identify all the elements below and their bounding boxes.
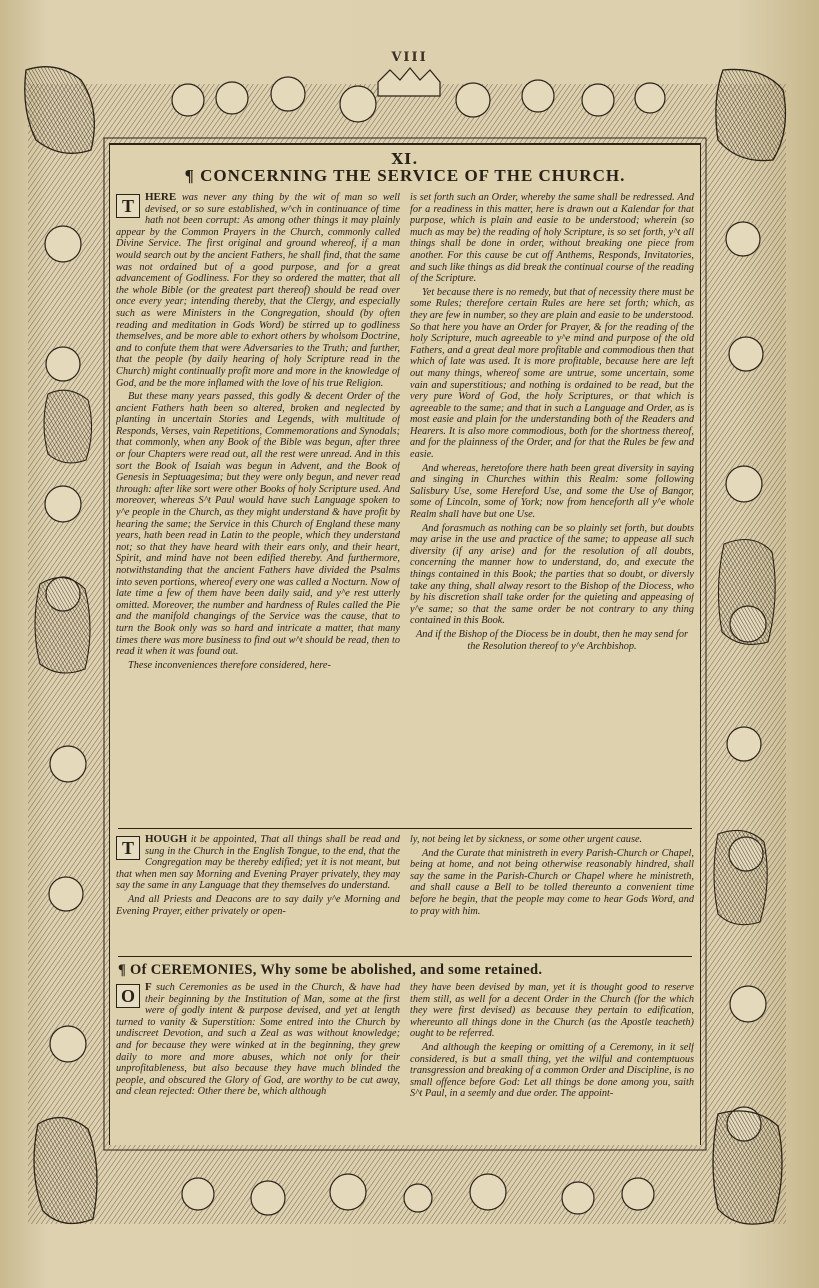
page-folio: VIII: [391, 50, 428, 65]
part1-right-column: [410, 192, 694, 822]
section-divider: [118, 956, 692, 957]
paragraph: it be appointed, That all things shall be read and sung in the Church in the English Tongue, to the end, that the Congregation may be thereby edified; yet it is not meant, but that when men say Morning and Evening Prayer privately, they may say the same in any Language that they themselves do understand.: [116, 834, 400, 892]
paragraph: And whereas, heretofore there hath been great diversity in saying and singing in Churches within this Realm: some following Salisbury Use, some Hereford Use, and some the Use of Bangor, some of Lincoln, some of York; now from henceforth all y^e whole Realm shall have but one Use.: [410, 462, 694, 521]
part3-left-column: [116, 982, 400, 1136]
section-title: ¶ CONCERNING THE SERVICE OF THE CHURCH.: [184, 166, 626, 185]
part3-lead-word: F: [145, 982, 152, 993]
paragraph: But these many years passed, this godly & decent Order of the ancient Fathers hath been so altered, broken and neglected by planting in uncertain Stories and Legends, with multitude of Responds, Verses, vain Repetitions, Commemorations and Synodals; that commonly, when any Book of the Bible was begun, after three or four Chapters were read out, all the rest were unread. And in this sort the Book of Isaiah was begun in Advent, and the Book of Genesis in Septuagesima; but they were only begun, and never read through: after like sort were other Books of holy Scripture used. And moreover, whereas S^t Paul would have such Language spoken to y^e people in the Church, as they might understand & have profit by hearing the same; the Service in this Church of England these many years, hath been read in Latin to the people, which they understand not; so that they have heard with their ears only, and their heart, Spirit, and mind have not been edified thereby. And furthermore, notwithstanding that the ancient Fathers have divided the Psalms into seven portions, whereof every one was called a Nocturn. Now of late time a few of them have been daily said, and y^e rest utterly omitted. Moreover, the number and hardness of Rules called the Pie and the manifold changings of the Service was the cause, that to turn the Book only was so hard and intricate a matter, that many times there was more business to find out w^t should be read, then to read it when it was found out.: [116, 391, 400, 658]
paragraph: such Ceremonies as be used in the Church, & have had their beginning by the Institution of Man, some at the first were of godly intent & purpose devised, and yet at length turned to vanity & Superstition: Some entred into the Church by undiscreet Devotion, and such a Zeal as was without knowledge; and for because they were winked at in the beginning, they grew daily to more and more abuses, which not only for their unprofitableness, but also because they have much blinded the people, and obscured the Glory of God, are worthy to be cut away, and clean rejected: Other there be, which although: [116, 982, 400, 1098]
part2-right-column: [410, 834, 694, 952]
part3-dropcap: O: [116, 984, 140, 1008]
paragraph: ly, not being let by sickness, or some other urgent cause.: [410, 834, 643, 845]
part3-right-column: [410, 982, 694, 1136]
part2-left-column: [116, 834, 400, 952]
paragraph: is set forth such an Order, whereby the same shall be redressed. And for a readiness in this matter, here is drawn out a Kalendar for that purpose, which is plain and easie to be understood; wherein (so much as may be) the reading of holy Scripture, is so set forth, y^t all things shall be done in order, without breaking one piece from another. For this cause be cut off Anthems, Responds, Invitatories, and such like things as did break the continual course of the reading of the Scripture.: [410, 192, 694, 285]
paragraph: they have been devised by man, yet it is thought good to reserve them still, as well for a decent Order in the Church (for the which they were first devised) as because they pertain to edification, whereunto all things done in the Church (as the Apostle teacheth) ought to be referred.: [410, 982, 694, 1040]
paragraph: And the Curate that ministreth in every Parish-Church or Chapel, being at home, and not being otherwise reasonably hindred, shall say the same in the Parish-Church or Chapel where he ministreth, and shall cause a Bell to be tolled thereunto a convenient time before he begin, that the people may come to hear Gods Word, and to pray with him.: [410, 847, 694, 917]
paragraph: Yet because there is no remedy, but that of necessity there must be some Rules; therefore certain Rules are here set forth; which, as they are few in number, so they are plain and easie to be understood. So that here you have an Order for Prayer, & for the reading of the holy Scripture, much agreeable to y^e mind and purpose of the old Fathers, and a great deal more profitable and commodious then that which of late was used. It is more profitable, because here are left out many things, whereof some are untrue, some uncertain, some vain and superstitious; and nothing is ordained to be read, but the very pure Word of God, the holy Scriptures, or that which is agreeable to the same; and that in such a Language and Order, as is most easie and plain for the understanding both of the Readers and Hearers. It is also more commodious, both for the shortness thereof, and for the plainness of the Order, and for that the Rules be few and easie.: [410, 286, 694, 461]
part1-lead-word: HERE: [145, 192, 177, 203]
section-divider: [118, 828, 692, 829]
part1-left-column: [116, 192, 400, 822]
paragraph: was never any thing by the wit of man so well devised, or so sure established, w^ch in continuance of time hath not been corrupt: As among other things it may plainly appear by the Common Prayers in the Church, commonly called Divine Service. The first original and ground whereof, if a man would search out by the ancient Fathers, he shall find, that the same was not ordained but of a good purpose, and for a great advancement of Godliness. For they so ordered the matter, that all the whole Bible (or the greatest part thereof) should be read over once every year; intending thereby, that the Clergy, and especially such as were Ministers in the Congregation, should (by often reading and meditation in Gods Word) be stirred up to godliness themselves, and be more able to exhort others by wholsom Doctrine, and to confute them that were Adversaries to the Truth; and further, that the people (by daily hearing of holy Scripture read in the Church) might continually profit more and more in the knowledge of God, and be the more inflamed with the love of his true Religion.: [116, 192, 400, 389]
paragraph: And all Priests and Deacons are to say daily y^e Morning and Evening Prayer, either privately or open-: [116, 893, 400, 917]
paragraph: These inconveniences therefore considered, here-: [128, 659, 331, 671]
paragraph: And if the Bishop of the Diocess be in doubt, then he may send for the Resolution thereof to y^e Archbishop.: [416, 628, 688, 652]
part2-dropcap: T: [116, 836, 140, 860]
part2-lead-word: HOUGH: [145, 834, 188, 845]
part1-dropcap: T: [116, 194, 140, 218]
paragraph: And forasmuch as nothing can be so plainly set forth, but doubts may arise in the use and practice of the same; to appease all such diversity (if any arise) and for the resolution of all doubts, concerning the manner how to understand, do, and execute the things contained in this Book; the parties that so doubt, or diversly take any thing, shall alway resort to the Bishop of the Diocess, who by his discretion shall take order for the quieting and appeasing of y^e same; so that the same order be not contrary to any thing contained in this Book.: [410, 522, 694, 627]
section-number: XI.: [391, 150, 419, 168]
ceremonies-heading: ¶ Of CEREMONIES, Why some be abolished, and some retained.: [118, 962, 543, 978]
paragraph: And although the keeping or omitting of a Ceremony, in it self considered, is but a small thing, yet the wilful and contemptuous transgression and breaking of a common Order and Discipline, is no small offence before God: Let all things be done among you, saith S^t Paul, in a seemly and due order. The appoint-: [410, 1041, 694, 1100]
